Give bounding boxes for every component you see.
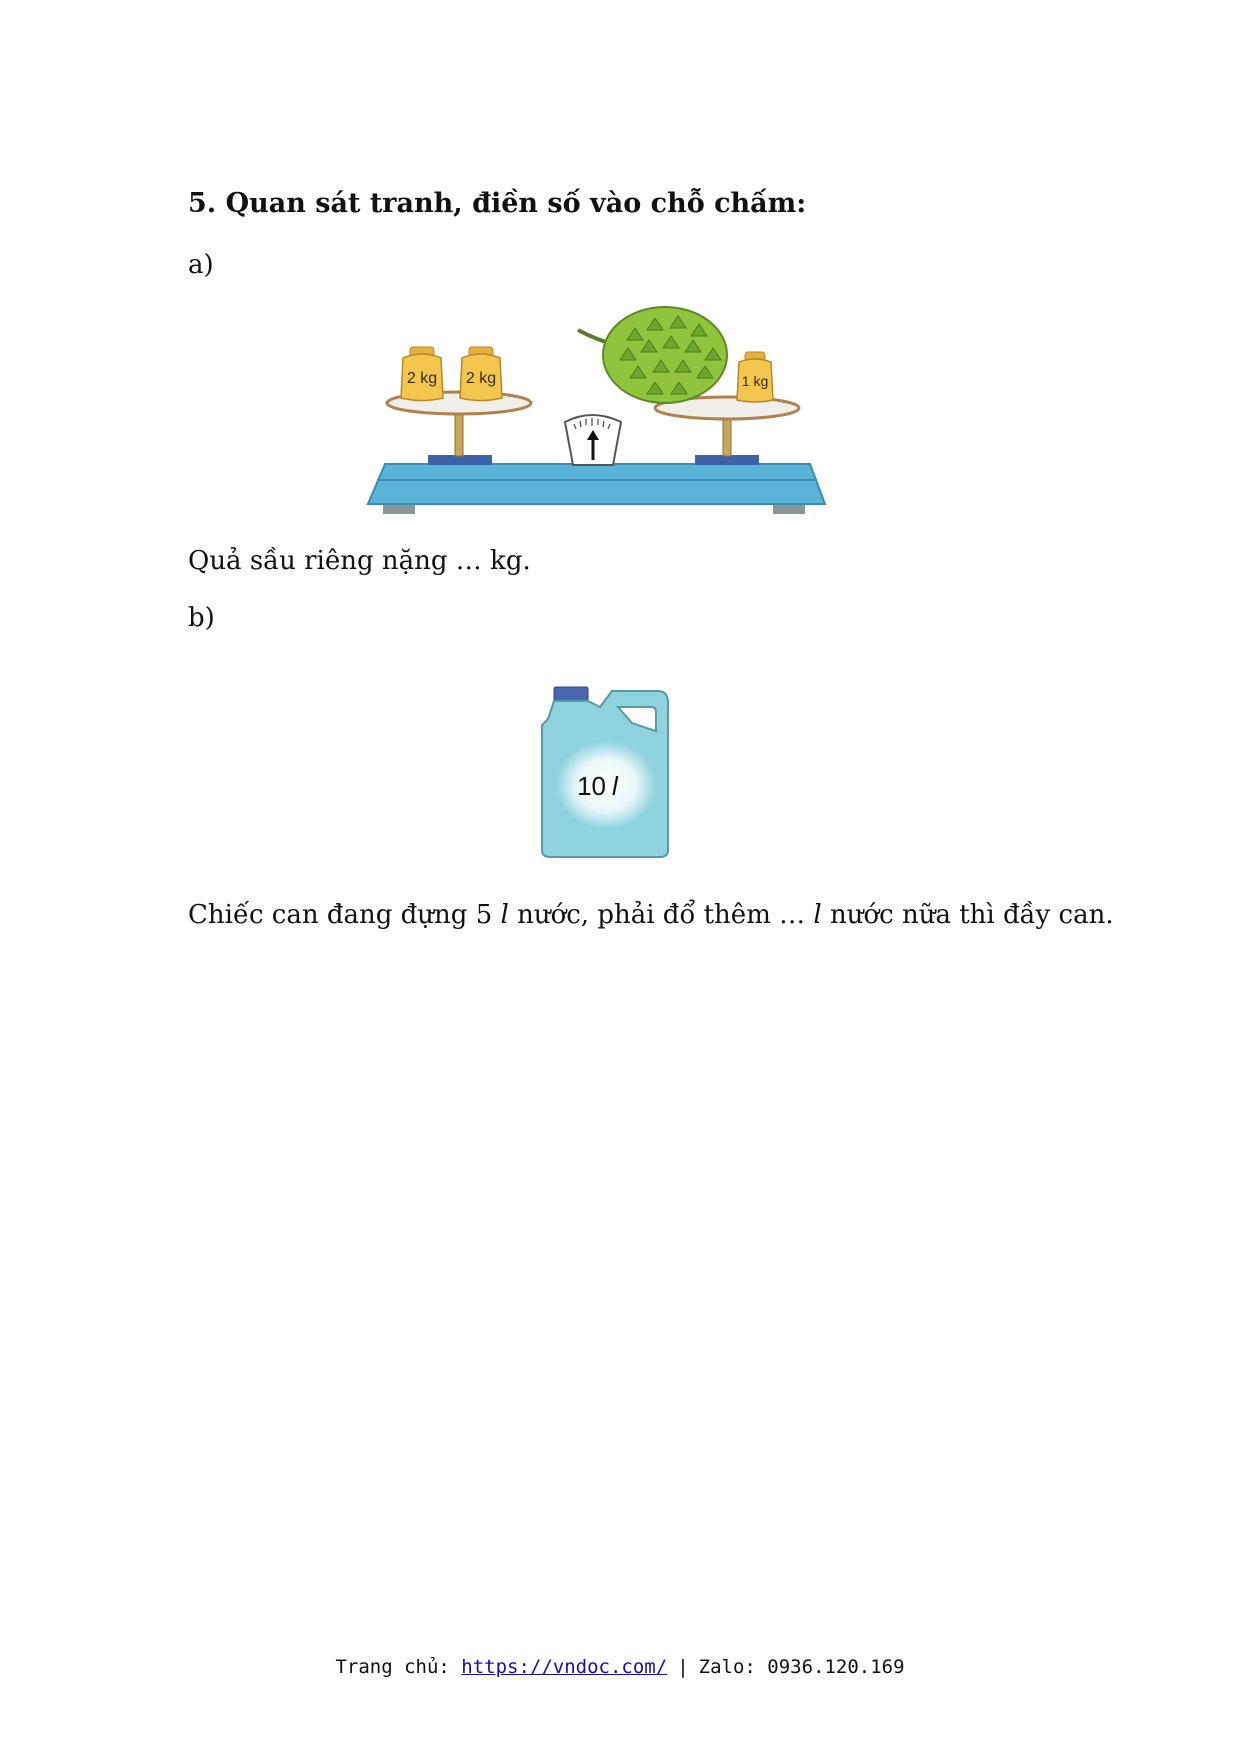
question-a: Quả sầu riêng nặng … kg. <box>188 546 531 576</box>
liter-unit: l <box>500 900 509 930</box>
footer-zalo: Zalo: 0936.120.169 <box>698 1656 905 1678</box>
weight-2kg-left-1 <box>401 347 443 401</box>
can-label-unit: l <box>612 771 618 801</box>
footer-home-label: Trang chủ: <box>335 1656 462 1678</box>
question-b-suffix: nước nữa thì đầy can. <box>821 900 1114 930</box>
part-b-label: b) <box>188 603 215 633</box>
weight-label: 2 kg <box>465 370 497 387</box>
durian <box>578 307 727 403</box>
question-b-prefix: Chiếc can đang đựng 5 <box>188 900 501 930</box>
question-b-middle: nước, phải đổ thêm … <box>508 900 814 930</box>
exercise-heading: 5. Quan sát tranh, điền số vào chỗ chấm: <box>188 188 807 219</box>
scale-base <box>368 464 825 504</box>
weight-label: 1 kg <box>741 373 769 389</box>
part-a-label: a) <box>188 250 214 280</box>
footer-home-link[interactable]: https://vndoc.com/ <box>461 1656 668 1678</box>
footer-separator: | <box>677 1656 689 1678</box>
weight-label: 2 kg <box>406 370 438 387</box>
liter-unit: l <box>813 900 822 930</box>
can-cap <box>554 687 588 701</box>
weight-1kg-right <box>737 352 773 402</box>
water-can-illustration <box>540 685 680 860</box>
balance-scale-illustration <box>365 300 835 525</box>
can-label-number: 10 <box>577 771 606 801</box>
weight-2kg-left-2 <box>460 347 502 401</box>
question-b <box>188 900 1114 930</box>
page-footer <box>0 1656 1240 1678</box>
